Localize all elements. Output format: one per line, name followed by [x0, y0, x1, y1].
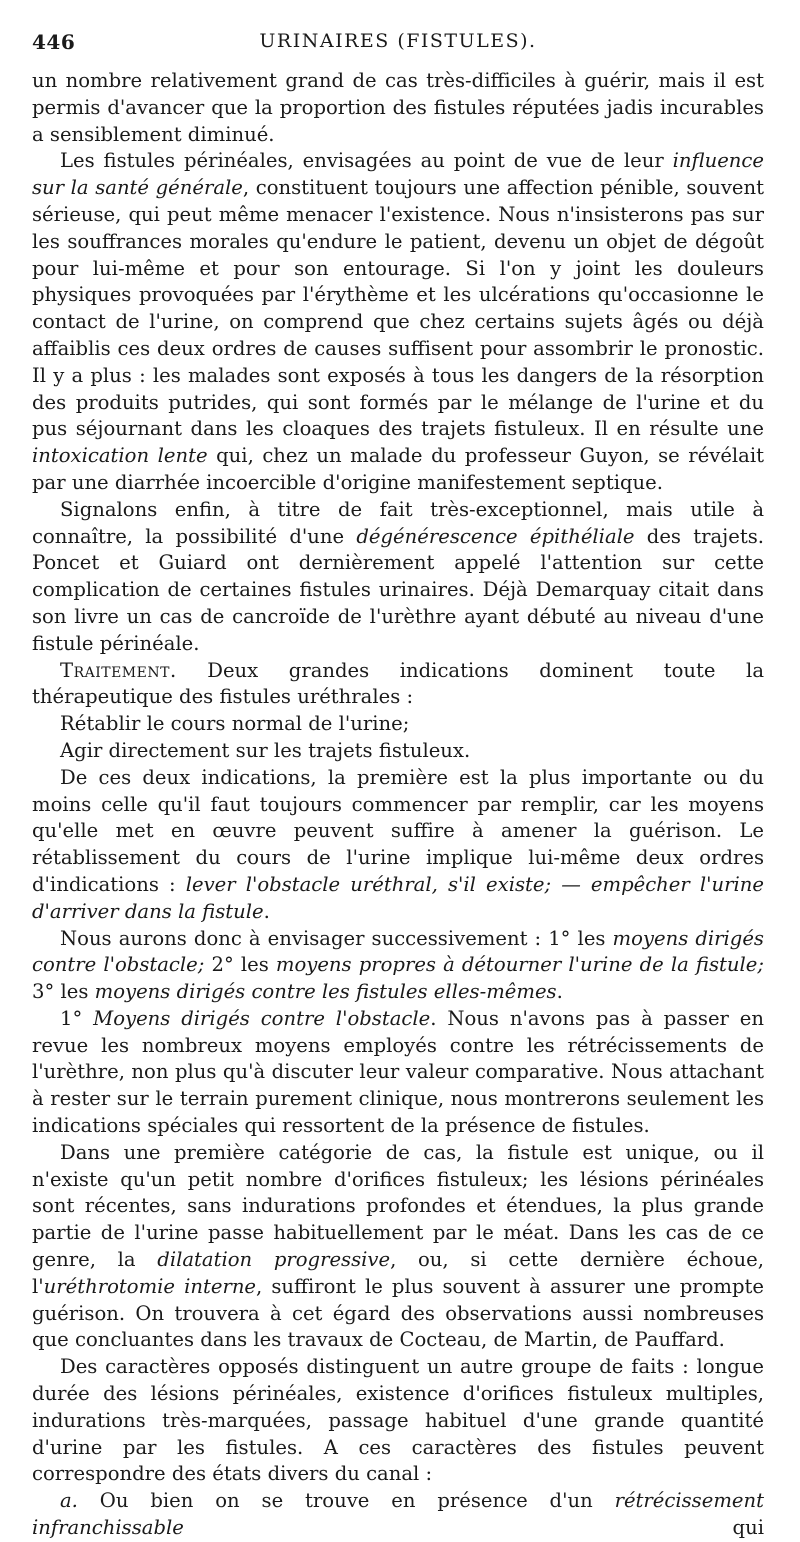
text-segment: , constituent toujours une affection pénible, souvent sérieuse, qui peut même menacer l'existence. Nous n'insisterons pas sur les souffrances morales qu'endure le patient, devenu un objet de dégoût pour lui-même et pour son entourage. Si l'on y joint les douleurs physiques provoquées par l'érythème et les ulcérations qu'occasionne le contact de l'urine, on comprend que chez certains sujets âgés ou déjà affaiblis ces deux ordres de causes suffisent pour assombrir le pronostic. Il y a plus : les malades sont exposés à tous les dangers de la résorption des produits putrides, qui sont formés par le mélange de l'urine et du pus séjournant dans les cloaques des trajets fistuleux. Il en résulte une [32, 176, 764, 441]
text-segment: De ces deux indications, la première est la plus importante ou du moins celle qu'il faut toujours commencer par remplir, car les moyens qu'elle met en œuvre peuvent suffire à amener la guérison. Le rétablissement du cours de l'urine implique lui-même deux ordres d'indications : [32, 765, 764, 896]
paragraph-p1 [32, 68, 764, 148]
text-segment: intoxication lente [32, 444, 208, 468]
text-segment: Les fistules périnéales, envisagées au point de vue de leur [60, 149, 673, 173]
text-segment: qui [183, 1516, 764, 1540]
text-segment: , suffiront le plus souvent à assurer une prompte guérison. On trouvera à cet égard des observations aussi nombreuses que concluantes dans les travaux de Cocteau, de Martin, de Pauffard. [32, 1274, 764, 1352]
paragraph-p8 [32, 926, 764, 1006]
text-segment: Traitement. [60, 658, 177, 682]
paragraph-p10 [32, 1140, 764, 1354]
text-segment: 1° [60, 1006, 94, 1030]
paragraph-p12 [32, 1488, 764, 1542]
text-segment: a. [60, 1489, 78, 1513]
text-segment: Deux grandes indications dominent toute la thérapeutique des fistules uréthrales : [32, 658, 764, 709]
paragraph-p9 [32, 1006, 764, 1140]
text-segment: influence sur la santé générale [32, 149, 764, 200]
page-header [32, 30, 764, 68]
paragraph-p4 [32, 658, 764, 712]
text-segment: des trajets. Poncet et Guiard ont dernièrement appelé l'attention sur cette complication de certaines fistules urinaires. Déjà Demarquay citait dans son livre un cas de cancroïde de l'urèthre ayant débuté au niveau d'une fistule périnéale. [32, 524, 764, 655]
text-segment: Signalons enfin, à titre de fait très-exceptionnel, mais utile à connaître, la possibilité d'une [32, 497, 764, 548]
text-segment: Dans une première catégorie de cas, la fistule est unique, ou il n'existe qu'un petit nombre d'orifices fistuleux; les lésions périnéales sont récentes, sans indurations profondes et étendues, la plus grande partie de l'urine passe habituellement par le méat. Dans les cas de ce genre, la [32, 1140, 764, 1272]
text-segment: qui, chez un malade du professeur Guyon, se révélait par une diarrhée incoercible d'origine manifestement septique. [32, 444, 765, 494]
running-title: URINAIRES (FISTULES). [259, 30, 537, 52]
text-segment: . Nous n'avons pas à passer en revue les nombreux moyens employés contre les rétrécissements de l'urèthre, non plus qu'à discuter leur valeur comparative. Nous attachant à rester sur le terrain purement clinique, nous montrerons seulement les indications spéciales qui ressortent de la présence de fistules. [32, 1006, 764, 1138]
text-segment: moyens dirigés contre l'obstacle; [32, 926, 764, 977]
page-number: 446 [32, 30, 76, 54]
text-segment: Rétablir le cours normal de l'urine; [60, 712, 410, 736]
paragraph-p2 [32, 148, 764, 496]
text-segment: rétrécissement infranchissable [32, 1489, 764, 1540]
text-segment: 2° les [204, 953, 276, 977]
paragraph-p6 [32, 738, 764, 765]
text-segment: Moyens dirigés contre l'obstacle [93, 1006, 431, 1030]
text-segment: . [263, 899, 270, 923]
paragraph-p5 [32, 711, 764, 738]
text-segment: dégénérescence épithéliale [356, 524, 635, 548]
body-text [32, 68, 764, 1542]
text-segment: dilatation progressive [157, 1248, 391, 1272]
text-segment: , ou, si cette dernière échoue, l' [32, 1248, 765, 1298]
text-segment: Agir directement sur les trajets fistuleux. [60, 738, 471, 762]
text-segment: uréthrotomie interne [43, 1274, 257, 1298]
text-segment: Nous aurons donc à envisager successivement : 1° les [60, 926, 613, 950]
paragraph-p11 [32, 1354, 764, 1488]
paragraph-p3 [32, 497, 764, 658]
text-segment: Ou bien on se trouve en présence d'un [77, 1489, 615, 1513]
paragraph-p7 [32, 765, 764, 926]
text-segment: Des caractères opposés distinguent un autre groupe de faits : longue durée des lésions périnéales, existence d'orifices fistuleux multiples, indurations très-marquées, passage habituel d'une grande quantité d'urine par les fistules. A ces caractères des fistules peuvent correspondre des états divers du canal : [32, 1355, 764, 1486]
text-segment: lever l'obstacle uréthral, s'il existe; — empêcher l'urine d'arriver dans la fistule [32, 872, 764, 923]
text-segment: 3° les [32, 980, 95, 1004]
text-segment: moyens dirigés contre les fistules elles-mêmes [94, 980, 557, 1004]
text-segment: un nombre relativement grand de cas très-difficiles à guérir, mais il est permis d'avancer que la proportion des fistules réputées jadis incurables a sensiblement diminué. [32, 69, 764, 146]
text-segment: moyens propres à détourner l'urine de la fistule; [275, 953, 764, 977]
text-segment: . [556, 980, 563, 1004]
